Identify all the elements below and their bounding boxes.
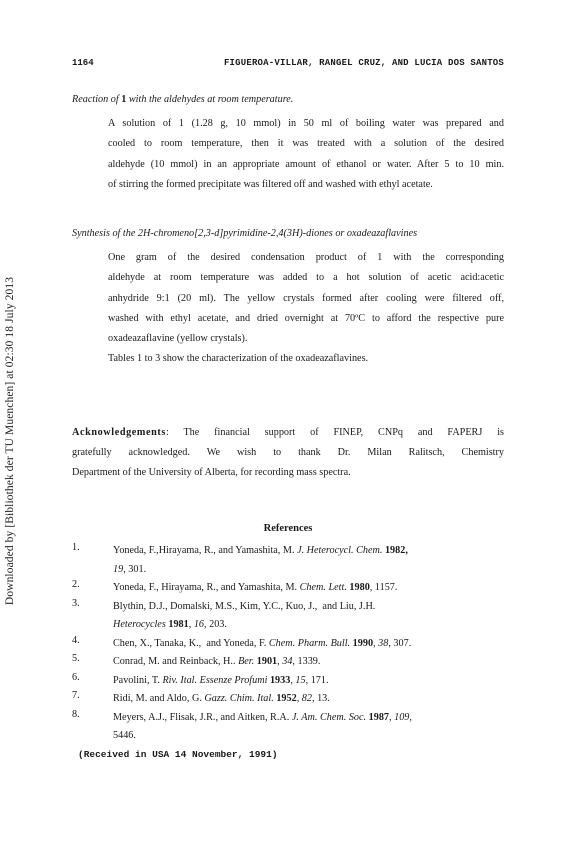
reference-item: 6. Pavolini, T. Riv. Ital. Essenze Profumi 1933, 15, 171.: [72, 671, 329, 686]
acknowledgements-label: Acknowledgements: [72, 427, 166, 438]
acknowledgements: Acknowledgements: The financial support of FINEP, CNPq and FAPERJ is gratefully acknowledged. We wish to thank Dr. Milan Ralitsch, Chemistry Department of the University of Alberta, for recording mass spectra.: [72, 427, 504, 479]
reference-item: 8. Meyers, A.J., Flisak, J.R., and Aitken, R.A. J. Am. Chem. Soc. 1987, 109, 5446.: [72, 708, 412, 741]
download-stamp: Downloaded by [Bibliothek der TU Muenchen] at 02:30 18 July 2013: [4, 276, 16, 606]
reference-item: 1. Yoneda, F.,Hirayama, R., and Yamashita, M. J. Heterocycl. Chem. 1982, 19, 301.: [72, 542, 408, 575]
section-title-reaction: Reaction of 1 with the aldehydes at room temperature.: [72, 94, 294, 105]
reference-item: 4. Chen, X., Tanaka, K., and Yoneda, F. Chem. Pharm. Bull. 1990, 38, 307.: [72, 634, 412, 649]
running-header-authors: FIGUEROA-VILLAR, RANGEL CRUZ, AND LUCIA DOS SANTOS: [223, 58, 504, 68]
reference-item: 2. Yoneda, F., Hirayama, R., and Yamashita, M. Chem. Lett. 1980, 1157.: [72, 579, 398, 593]
section-synthesis: [72, 224, 504, 369]
references-heading: References: [263, 523, 313, 534]
received-date: (Received in USA 14 November, 1991): [78, 749, 278, 760]
page-number: 1164: [72, 58, 94, 68]
paragraph-synthesis: One gram of the desired condensation product of 1 with the corresponding aldehyde at room temperature was added to a hot solution of acetic acid:acetic anhydride 9:1 (20 ml). The yellow crystals formed after cooling were filtered off, washed with ethyl acetate, and dried overnight at 70ºC to afford the respective pure oxadeazaflavine (yellow crystals).: [108, 252, 504, 345]
reference-item: 5. Conrad, M. and Reinback, H.. Ber. 1901, 34, 1339.: [72, 653, 321, 667]
section-title-synthesis: Synthesis of the 2H-chromeno[2,3-d]pyrimidine-2,4(3H)-diones or oxadeazaflavines: [72, 228, 418, 239]
tables-note: Tables 1 to 3 show the characterization of the oxadeazaflavines.: [108, 353, 369, 365]
paragraph-reaction: A solution of 1 (1.28 g, 10 mmol) in 50 ml of boiling water was prepared and cooled to room temperature, then it was treated with a solution of the desired aldehyde (10 mmol) in an appropriate amount of ethanol or water. After 5 to 10 min. of stirring the formed precipitate was filtered off and washed with ethyl acetate.: [108, 118, 504, 190]
reference-item: 3. Blythin, D.J., Domalski, M.S., Kim, Y.C., Kuo, J., and Liu, J.H. Heterocycles 1981, 16, 203.: [72, 597, 376, 630]
running-header: [72, 58, 504, 72]
references-list: [72, 542, 504, 746]
section-reaction: [72, 90, 504, 195]
reference-item: 7. Ridi, M. and Aldo, G. Gazz. Chim. Ital. 1952, 82, 13.: [72, 690, 330, 704]
